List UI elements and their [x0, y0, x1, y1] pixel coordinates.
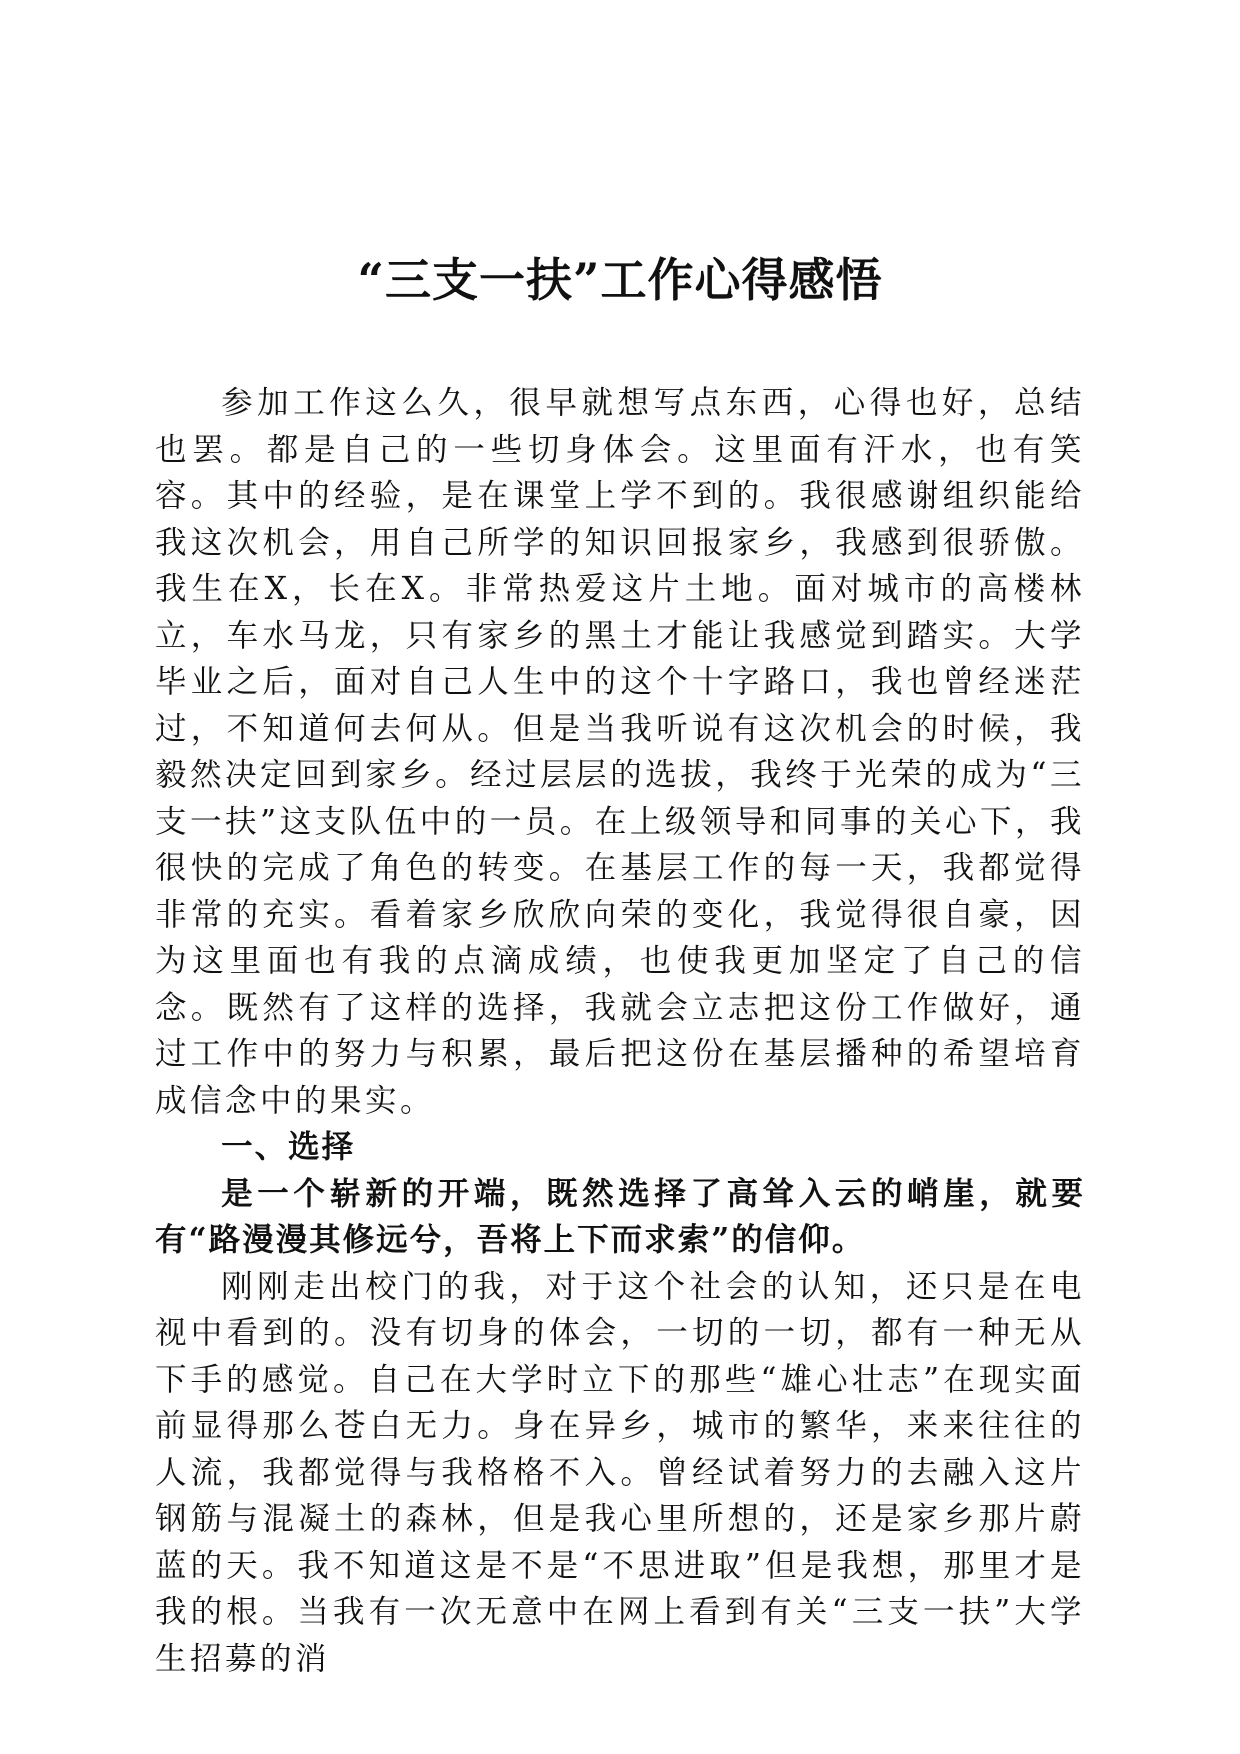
section-body-paragraph: 刚刚走出校门的我，对于这个社会的认知，还只是在电视中看到的。没有切身的体会，一切的一切，都有一种无从下手的感觉。自己在大学时立下的那些“雄心壮志”在现实面前显得那么苍白无力。身在异乡，城市的繁华，来来往往的人流，我都觉得与我格格不入。曾经试着努力的去融入这片钢筋与混凝土的森林，但是我心里所想的，还是家乡那片蔚蓝的天。我不知道这是不是“不思进取”但是我想，那里才是我的根。当我有一次无意中在网上看到有关“三支一扶”大学生招募的消 — [155, 1268, 1085, 1677]
intro-paragraph: 参加工作这么久，很早就想写点东西，心得也好，总结也罢。都是自己的一些切身体会。这里面有汗水，也有笑容。其中的经验，是在课堂上学不到的。我很感谢组织能给我这次机会，用自己所学的知识回报家乡，我感到很骄傲。我生在X，长在X。非常热爱这片土地。面对城市的高楼林立，车水马龙，只有家乡的黑土才能让我感觉到踏实。大学毕业之后，面对自己人生中的这个十字路口，我也曾经迷茫过，不知道何去何从。但是当我听说有这次机会的时候，我毅然决定回到家乡。经过层层的选拔，我终于光荣的成为“三支一扶”这支队伍中的一员。在上级领导和同事的关心下，我很快的完成了角色的转变。在基层工作的每一天，我都觉得非常的充实。看着家乡欣欣向荣的变化，我觉得很自豪，因为这里面也有我的点滴成绩，也使我更加坚定了自己的信念。既然有了这样的选择，我就会立志把这份工作做好，通过工作中的努力与积累，最后把这份在基层播种的希望培育成信念中的果实。 — [155, 385, 1085, 1119]
section-heading: 一、选择 — [221, 1129, 356, 1165]
document-body — [155, 380, 1085, 1682]
document-title: “三支一扶”工作心得感悟 — [357, 253, 883, 307]
section-lead-paragraph: 是一个崭新的开端，既然选择了高耸入云的峭崖，就要有“路漫漫其修远兮，吾将上下而求索”的信仰。 — [155, 1174, 1085, 1258]
